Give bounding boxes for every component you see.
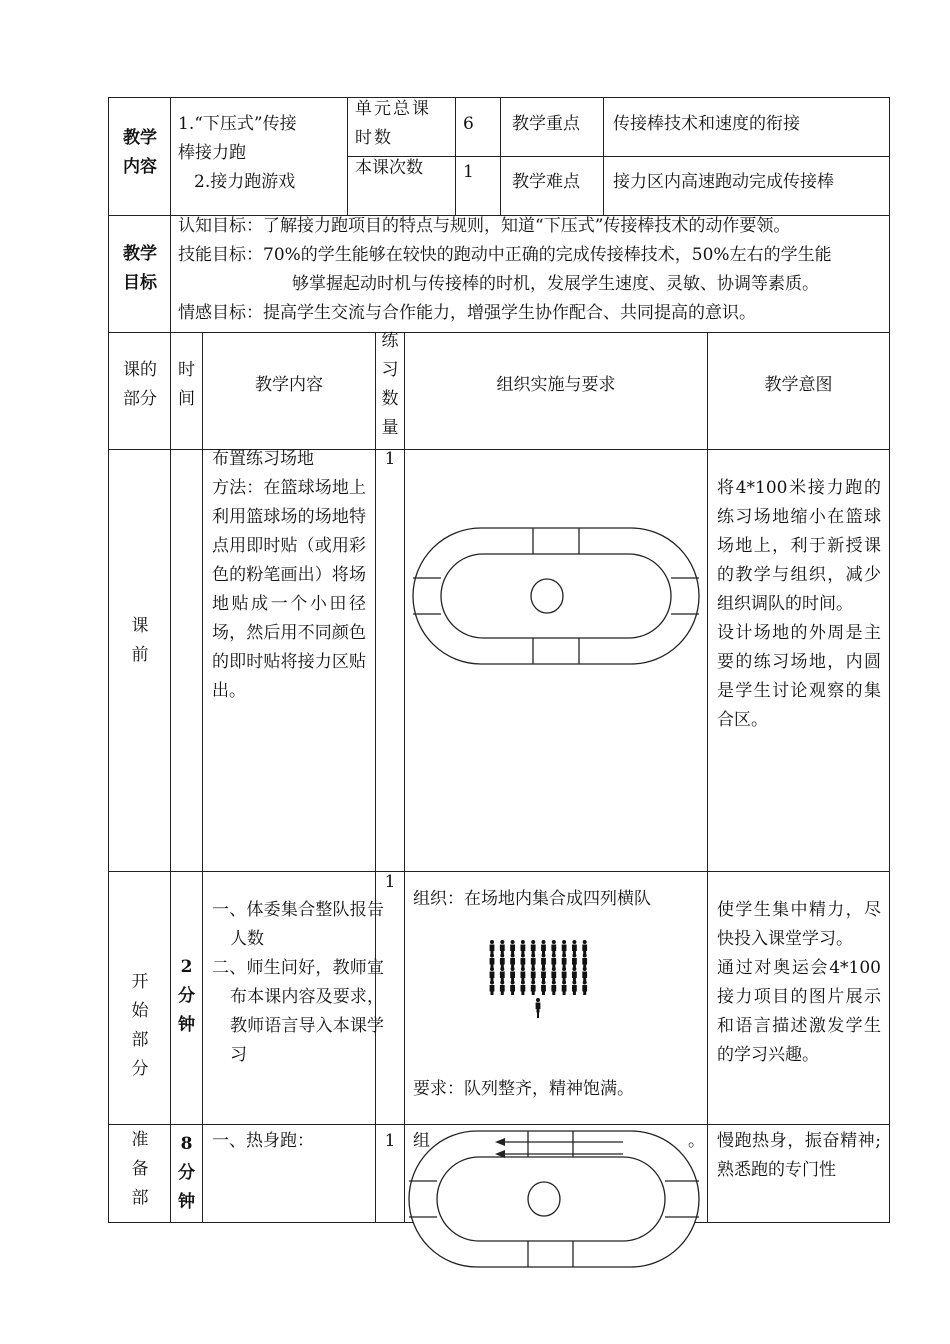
student-figure-icon [572, 981, 577, 996]
student-figure-icon [490, 981, 495, 996]
col-time: 时 间 [178, 360, 195, 409]
key-point-value: 传接棒技术和速度的衔接 [613, 114, 800, 134]
start-time: 2 分 钟 [178, 957, 195, 1035]
objective-cognitive: 认知目标：了解接力跑项目的特点与规则，知道“下压式”传接棒技术的动作要领。 [178, 216, 791, 236]
student-figure-icon [551, 954, 556, 969]
student-figure-icon [500, 967, 505, 982]
objectives-label: 教学 目标 [123, 244, 157, 293]
student-figure-icon [562, 967, 567, 982]
student-figure-icon [500, 954, 505, 969]
prep-org-end: 。 [688, 1131, 705, 1151]
prep-intent: 慢跑热身，振奋精神;熟悉跑的专门性 [717, 1131, 881, 1180]
student-figure-icon [531, 940, 536, 955]
content-label: 教学 内容 [123, 128, 157, 177]
pre-part: 课 前 [131, 616, 149, 665]
content-item-2: 2.接力跑游戏 [194, 172, 296, 192]
student-figure-icon [490, 967, 495, 982]
pre-content-title: 布置练习场地 [212, 449, 314, 469]
prep-reps: 1 [384, 1131, 396, 1151]
student-figure-icon [521, 940, 526, 955]
content-item-1b: 棒接力跑 [178, 143, 246, 163]
track-field-diagram [405, 450, 707, 870]
start-intent: 使学生集中精力，尽快投入课堂学习。 通过对奥运会4*100接力项目的图片展示和语言描述激发学生的学习兴趣。 [717, 900, 881, 1065]
student-figure-icon [536, 998, 541, 1013]
pre-reps: 1 [384, 449, 396, 469]
unit-hours-value: 6 [463, 114, 474, 134]
student-figure-icon [582, 981, 587, 996]
lesson-no-label: 本课次数 [355, 158, 423, 178]
prep-part: 准 备 部 [131, 1130, 149, 1208]
difficulty-value: 接力区内高速跑动完成传接棒 [613, 172, 834, 192]
student-figure-icon [521, 954, 526, 969]
col-content: 教学内容 [255, 375, 323, 395]
student-figure-icon [490, 954, 495, 969]
student-figure-icon [521, 981, 526, 996]
start-part: 开 始 部 分 [131, 972, 149, 1079]
key-point-label: 教学重点 [512, 114, 580, 134]
student-figure-icon [572, 967, 577, 982]
student-figure-icon [541, 940, 546, 955]
student-figure-icon [582, 967, 587, 982]
difficulty-label: 教学难点 [512, 172, 580, 192]
student-figure-icon [510, 981, 515, 996]
student-figure-icon [490, 940, 495, 955]
content-item-1a: 1.“下压式”传接 [178, 114, 297, 134]
student-figure-icon [510, 967, 515, 982]
pre-intent: 将4*100米接力跑的练习场地缩小在篮球场地上，利于新授课的教学与组织，减少组织调队的时间。 设计场地的外周是主要的练习场地，内圆是学生讨论观察的集合区。 [717, 478, 881, 730]
student-figure-icon [572, 940, 577, 955]
start-content-1: 一、体委集合整队报告人数 [212, 900, 384, 949]
student-figure-icon [562, 940, 567, 955]
student-figure-icon [531, 967, 536, 982]
student-figure-icon [551, 981, 556, 996]
student-figure-icon [572, 954, 577, 969]
objective-skill-2: 够掌握起动时机与传接棒的时机，发展学生速度、灵敏、协调等素质。 [292, 274, 819, 294]
col-intent: 教学意图 [764, 375, 833, 395]
student-figure-icon [541, 981, 546, 996]
student-figure-icon [551, 967, 556, 982]
student-figure-icon [510, 940, 515, 955]
student-figure-icon [531, 981, 536, 996]
student-figure-icon [521, 967, 526, 982]
student-figure-icon [531, 954, 536, 969]
student-figure-icon [562, 954, 567, 969]
unit-hours-label: 单元总课 时数 [355, 99, 431, 148]
prep-content-1: 一、热身跑： [212, 1131, 314, 1151]
lesson-no-value: 1 [463, 162, 474, 182]
start-content-2: 二、师生问好，教师宣布本课内容及要求，教师语言导入本课学习 [212, 958, 384, 1065]
col-reps: 练 习 数 量 [381, 331, 399, 438]
start-org-2: 要求：队列整齐，精神饱满。 [413, 1079, 634, 1099]
student-figure-icon [541, 954, 546, 969]
objective-skill-1: 技能目标：70%的学生能够在较快的跑动中正确的完成传接棒技术，50%左右的学生能 [178, 245, 832, 265]
prep-time: 8 分 钟 [178, 1134, 195, 1212]
student-figure-icon [562, 981, 567, 996]
objective-affective: 情感目标：提高学生交流与合作能力，增强学生协作配合、共同提高的意识。 [178, 303, 756, 323]
student-figure-icon [582, 940, 587, 955]
student-figure-icon [500, 981, 505, 996]
student-formation-figure [486, 940, 592, 1020]
student-figure-icon [582, 954, 587, 969]
student-figure-icon [500, 940, 505, 955]
student-figure-icon [541, 967, 546, 982]
pre-content-body: 方法：在篮球场地上利用篮球场的场地特点用即时贴（或用彩色的粉笔画出）将场地贴成一个小田径场，然后用不同颜色的即时贴将接力区贴出。 [212, 478, 366, 701]
col-part: 课的 部分 [123, 360, 157, 409]
student-figure-icon [510, 954, 515, 969]
prep-org-start: 组 [413, 1131, 430, 1151]
warmup-track-diagram [405, 1124, 707, 1274]
student-figure-icon [551, 940, 556, 955]
start-org-1: 组织：在场地内集合成四列横队 [413, 889, 651, 909]
start-reps: 1 [384, 872, 396, 892]
col-organization: 组织实施与要求 [496, 375, 616, 395]
